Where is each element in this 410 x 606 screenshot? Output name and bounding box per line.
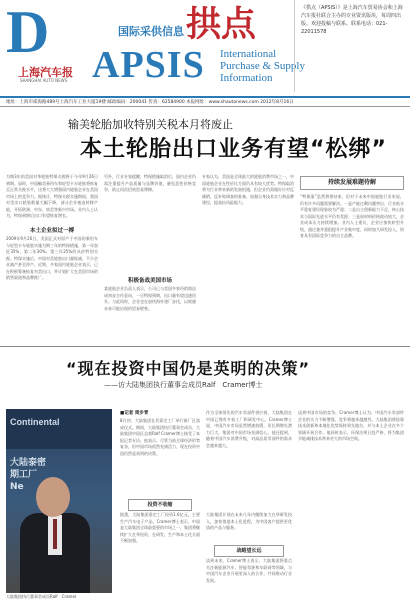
photo-sign-line-2: 期工厂 [10, 470, 38, 480]
article1-headline: 本土轮胎出口业务有望“松绑” [80, 137, 387, 162]
promo-box: 《拱点（APSIS）》是上海汽车贸易协会和上海汽车报社联合主办的专业资讯版块，每周四出版。欢迎投稿与联系。联系电话：021-22011578 [294, 0, 410, 92]
en-title-line-3: Information [220, 72, 273, 84]
article1-col1: 为期3年的美国对华轮胎特保关税将于今年9月26日到期。届时，中国輸美乘用车和轻型卡车轮胎将恢复至正常关税水平，这将大大增强国内轮胎企业在美国市场上的竞争力。据统计，特保关税实施期间，我国对美出口轮胎数量大幅下降，部分企业被迫转移产能，开拓欧洲、中东、南美等新兴市场。业内人士认为，特保到期后出口有望恢复增长。 [6, 174, 98, 218]
photo-panel-text: Continental [10, 417, 60, 427]
article2-subheadline: ——访大陆集团执行董事会成员Ralf Cramer博士 [104, 381, 263, 389]
section-en-title [220, 48, 305, 84]
photo-sign-line-3: Ne [10, 482, 24, 492]
article2-col1b: 据悉，大陆集团嘉定工厂投资1.6亿元，主要生产汽车电子产品。Cramer博士表示，中国是大陆集团全球最重要的市场之一，集团将继续扩大在华投资，在研发、生产和本土化方面不断加强。 [120, 512, 200, 543]
photo-caption: 大陆集团执行董事会成员Ralf Cramer [6, 594, 77, 599]
article2-byline: ■记者 周步青 [120, 411, 149, 416]
article1-col3: 专家认为，美国是全球最大的轮胎消费市场之一，中国轮胎企业在性价比方面仍具有较大优势。特保取消将为行业带来新的发展机遇，但企业仍需做好应对反倾销、反补贴调查的准备，加强自身技术实力和品牌建设，提高抗风险能力。 [202, 174, 294, 205]
article1-col1b: 2009年9月26日，美国正式对原产于中国的乘用车与轻型卡车轮胎实施为期三年的特保措施，第一年加征35%、第二年30%、第三年25%的从价特别关税。特保实施后，中国对美轮胎出口量锐减，不少企业减产甚至停产。近期，多家国内轮胎企业表示，已在积极筹备恢复对美出口，并计划扩大在美国市场的销售渠道和品牌推广。 [6, 236, 98, 280]
article1-kicker: 输美轮胎加收特别关税本月将废止 [68, 118, 233, 131]
section-divider [0, 346, 410, 347]
article2-col3: 谈到中国市场的竞争，Cramer博士认为，中国汽车零部件企业的实力不断增强，竞争将越来越激烈。大陆集团将依靠技术创新和本地化优势保持领先地位，并与本土企业在多个领域开展合作。他同时表示，环保法规日趋严格，将为集团节能减排技术带来更大的市场空间。 [298, 410, 404, 441]
photo-sign-line-1: 大陆泰密 [10, 458, 47, 468]
paper-subtitle: SHANGHAI AUTO NEWS [20, 78, 68, 83]
interview-photo [6, 409, 112, 593]
article1-subhead-1: 本土企业拟过一搏 [29, 228, 74, 234]
masthead-divider [0, 96, 410, 98]
section-jd-title: 拱点 [186, 5, 257, 45]
article1-col2: 另外，行业专家提醒，特保措施取消后，国内企业仍需注重提升产品质量与品牌价值，避免恶性价格竞争，防止再次招致贸易摩擦。 [104, 174, 196, 192]
photo-face [36, 477, 70, 517]
side-text: “特保案”虽然将要结束，但对于未来中国轮胎行业来说，仍有许多问题需要解决。一是产能过剩问题突出，行业低水平重复建设现象较为严重；二是自主创新能力不足，核心技术与国际先进水平仍有差距；三是原材料价格波动较大，企业成本压力持续增加。业内人士建议，企业应加快转型升级，通过兼并重组提升产业集中度，同时加大研发投入，培育具有国际竞争力的自主品牌。 [300, 194, 404, 238]
article1-col2b: 某轮胎企业负责人表示，公司已与美国多家经销商达成初步合作意向，一旦特保到期，出口量有望迅速回升。与此同时，企业也在加快海外建厂步伐，以规避未来可能出现的贸易壁垒。 [104, 286, 196, 311]
section-cn-title: 国际采供信息 [118, 25, 184, 38]
masthead-letter: D [6, 0, 50, 65]
article2-col2: 作为全球领先的汽车零部件供应商，大陆集团在中国已拥有多家工厂和研发中心。Cramer博士说，中国汽车市场虽然增速放缓，但长期增长潜力巨大，集团对中国市场充满信心。他还提到，随着中国汽车消费升级，对高品质零部件的需求会越来越大。 [206, 410, 292, 448]
masthead [0, 0, 410, 96]
article2-headline: “现在投资中国仍是英明的决策” [66, 359, 311, 378]
article1-subhead-2: 积极备战美国市场 [127, 278, 172, 284]
photo-backdrop-panel [6, 409, 112, 449]
photo-tie [53, 519, 57, 549]
article2-subhead-1: 投资不收缩 [128, 499, 192, 511]
article2-col2b: 大陆集团计划在未来几年内继续加大在华研发投入，加快推进本土化进程，为中国客户提供更优质的产品与服务。 [206, 512, 292, 530]
en-title-line-1: International [220, 48, 277, 60]
article2-col1: 8月初，大陆集团在其嘉定工厂举行新厂区落成仪式。期间，大陆集团执行董事会成员、大陆集团中国区总裁Ralf Cramer博士接受了本报记者专访。他表示，尽管当前全球经济形势复杂，但中国市场依然充满活力，现在投资中国仍然是英明的决策。 [120, 418, 200, 456]
article2-col2c: 谈到未来，Cramer博士表示，大陆集团将重点关注新能源汽车、智能驾驶和车联网等领域，与中国汽车企业开展更深入的合作，共同推动行业发展。 [206, 558, 292, 583]
en-title-line-2: Purchase & Supply [220, 60, 305, 72]
article2-subhead-2: 战略望长远 [214, 545, 284, 557]
brand-apsis: APSIS [92, 44, 205, 86]
dateline: 地址：上海市威海路489号上海汽车工业大厦19楼 邮政编码：200041 传真：62584900 本报网址：www.shautonews.com 2012年8月16日 [6, 100, 294, 105]
dateline-divider [0, 106, 410, 107]
side-title: 持续发展难题待解 [300, 176, 404, 190]
paper-name: 上海汽车报 [18, 66, 73, 79]
